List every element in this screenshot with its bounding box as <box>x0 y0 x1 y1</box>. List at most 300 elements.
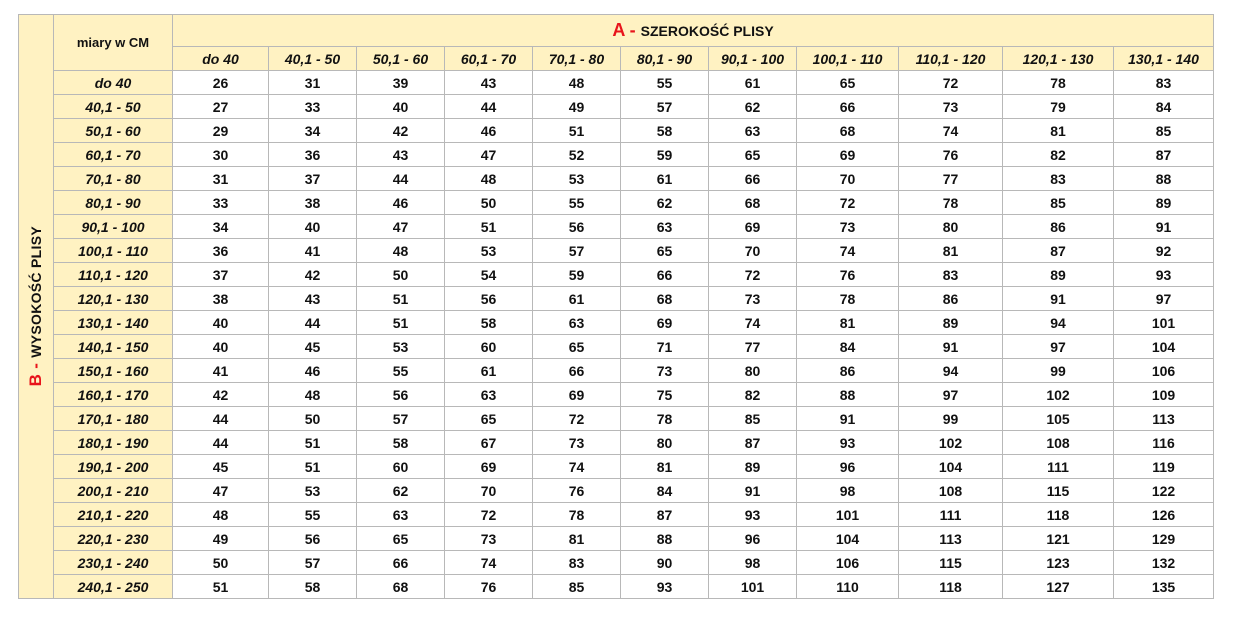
table-cell: 62 <box>621 191 709 215</box>
column-header: 120,1 - 130 <box>1003 47 1114 71</box>
table-cell: 93 <box>621 575 709 599</box>
table-cell: 70 <box>709 239 797 263</box>
table-cell: 85 <box>1003 191 1114 215</box>
table-cell: 84 <box>1114 95 1214 119</box>
table-cell: 59 <box>533 263 621 287</box>
table-cell: 58 <box>357 431 445 455</box>
table-cell: 70 <box>797 167 899 191</box>
table-cell: 58 <box>269 575 357 599</box>
table-row <box>19 143 1214 167</box>
column-header: 50,1 - 60 <box>357 47 445 71</box>
table-cell: 41 <box>173 359 269 383</box>
table-cell: 63 <box>621 215 709 239</box>
table-cell: 52 <box>533 143 621 167</box>
table-cell: 53 <box>269 479 357 503</box>
row-header: 190,1 - 200 <box>54 455 173 479</box>
table-cell: 56 <box>445 287 533 311</box>
table-cell: 93 <box>1114 263 1214 287</box>
corner-label <box>54 15 173 71</box>
table-cell: 63 <box>357 503 445 527</box>
width-axis-letter: A <box>612 20 625 40</box>
table-cell: 69 <box>621 311 709 335</box>
column-header-row <box>19 47 1214 71</box>
table-cell: 99 <box>1003 359 1114 383</box>
table-cell: 74 <box>533 455 621 479</box>
table-cell: 87 <box>621 503 709 527</box>
column-header: 80,1 - 90 <box>621 47 709 71</box>
table-cell: 81 <box>621 455 709 479</box>
table-cell: 66 <box>533 359 621 383</box>
table-cell: 62 <box>709 95 797 119</box>
table-cell: 122 <box>1114 479 1214 503</box>
table-cell: 65 <box>621 239 709 263</box>
table-cell: 44 <box>173 407 269 431</box>
table-cell: 78 <box>533 503 621 527</box>
table-cell: 74 <box>445 551 533 575</box>
header-row-title <box>19 15 1214 47</box>
table-cell: 45 <box>173 455 269 479</box>
table-cell: 81 <box>1003 119 1114 143</box>
height-axis-separator: - <box>26 358 45 375</box>
table-row <box>19 263 1214 287</box>
table-cell: 111 <box>1003 455 1114 479</box>
table-cell: 89 <box>1114 191 1214 215</box>
table-cell: 110 <box>797 575 899 599</box>
table-cell: 66 <box>357 551 445 575</box>
table-cell: 78 <box>797 287 899 311</box>
table-cell: 47 <box>357 215 445 239</box>
table-row <box>19 527 1214 551</box>
table-cell: 93 <box>709 503 797 527</box>
table-cell: 61 <box>533 287 621 311</box>
table-cell: 129 <box>1114 527 1214 551</box>
table-cell: 87 <box>709 431 797 455</box>
row-header: 40,1 - 50 <box>54 95 173 119</box>
row-header: 60,1 - 70 <box>54 143 173 167</box>
table-cell: 72 <box>533 407 621 431</box>
table-cell: 77 <box>709 335 797 359</box>
row-header: 70,1 - 80 <box>54 167 173 191</box>
table-cell: 93 <box>797 431 899 455</box>
table-cell: 85 <box>709 407 797 431</box>
table-row <box>19 191 1214 215</box>
table-cell: 30 <box>173 143 269 167</box>
table-row <box>19 551 1214 575</box>
table-cell: 118 <box>1003 503 1114 527</box>
table-cell: 72 <box>445 503 533 527</box>
table-cell: 43 <box>357 143 445 167</box>
table-cell: 69 <box>533 383 621 407</box>
table-cell: 69 <box>797 143 899 167</box>
table-cell: 94 <box>899 359 1003 383</box>
table-cell: 37 <box>269 167 357 191</box>
table-cell: 50 <box>357 263 445 287</box>
table-cell: 38 <box>269 191 357 215</box>
table-cell: 67 <box>445 431 533 455</box>
table-cell: 126 <box>1114 503 1214 527</box>
table-cell: 50 <box>173 551 269 575</box>
table-cell: 82 <box>709 383 797 407</box>
table-cell: 109 <box>1114 383 1214 407</box>
table-cell: 94 <box>1003 311 1114 335</box>
table-cell: 57 <box>621 95 709 119</box>
table-cell: 51 <box>445 215 533 239</box>
table-cell: 69 <box>709 215 797 239</box>
table-cell: 53 <box>357 335 445 359</box>
table-cell: 87 <box>1003 239 1114 263</box>
column-header: 70,1 - 80 <box>533 47 621 71</box>
table-cell: 55 <box>533 191 621 215</box>
row-header: 160,1 - 170 <box>54 383 173 407</box>
table-cell: 56 <box>357 383 445 407</box>
table-cell: 84 <box>621 479 709 503</box>
table-row <box>19 455 1214 479</box>
table-cell: 102 <box>1003 383 1114 407</box>
table-cell: 44 <box>173 431 269 455</box>
row-header: 170,1 - 180 <box>54 407 173 431</box>
row-header: 130,1 - 140 <box>54 311 173 335</box>
table-cell: 73 <box>621 359 709 383</box>
width-axis-label <box>173 15 1214 47</box>
table-cell: 48 <box>357 239 445 263</box>
table-cell: 91 <box>899 335 1003 359</box>
table-cell: 40 <box>173 311 269 335</box>
table-cell: 65 <box>357 527 445 551</box>
table-cell: 33 <box>269 95 357 119</box>
table-cell: 80 <box>621 431 709 455</box>
table-cell: 86 <box>1003 215 1114 239</box>
table-cell: 57 <box>533 239 621 263</box>
row-header: 100,1 - 110 <box>54 239 173 263</box>
table-cell: 76 <box>445 575 533 599</box>
table-cell: 71 <box>621 335 709 359</box>
width-axis-separator: - <box>624 20 641 40</box>
table-cell: 73 <box>797 215 899 239</box>
table-cell: 69 <box>445 455 533 479</box>
table-cell: 51 <box>173 575 269 599</box>
table-row <box>19 479 1214 503</box>
table-cell: 106 <box>1114 359 1214 383</box>
table-cell: 57 <box>357 407 445 431</box>
column-header: 100,1 - 110 <box>797 47 899 71</box>
table-cell: 63 <box>445 383 533 407</box>
table-cell: 41 <box>269 239 357 263</box>
table-cell: 44 <box>357 167 445 191</box>
table-cell: 91 <box>797 407 899 431</box>
table-cell: 99 <box>899 407 1003 431</box>
table-cell: 49 <box>173 527 269 551</box>
table-cell: 73 <box>709 287 797 311</box>
column-header: 60,1 - 70 <box>445 47 533 71</box>
table-cell: 76 <box>899 143 1003 167</box>
table-cell: 105 <box>1003 407 1114 431</box>
table-cell: 72 <box>797 191 899 215</box>
table-cell: 88 <box>1114 167 1214 191</box>
table-row <box>19 407 1214 431</box>
table-row <box>19 431 1214 455</box>
width-axis-title: SZEROKOŚĆ PLISY <box>640 23 774 39</box>
table-cell: 60 <box>445 335 533 359</box>
table-cell: 53 <box>445 239 533 263</box>
table-cell: 51 <box>269 431 357 455</box>
column-header: 40,1 - 50 <box>269 47 357 71</box>
height-axis-letter: B <box>26 374 45 387</box>
table-cell: 60 <box>357 455 445 479</box>
height-axis-title: WYSOKOŚĆ PLISY <box>28 226 44 359</box>
table-cell: 78 <box>1003 71 1114 95</box>
table-cell: 81 <box>797 311 899 335</box>
table-cell: 36 <box>269 143 357 167</box>
table-cell: 66 <box>797 95 899 119</box>
table-cell: 57 <box>269 551 357 575</box>
table-cell: 36 <box>173 239 269 263</box>
table-cell: 55 <box>269 503 357 527</box>
table-row <box>19 71 1214 95</box>
table-cell: 98 <box>709 551 797 575</box>
table-cell: 29 <box>173 119 269 143</box>
table-cell: 113 <box>899 527 1003 551</box>
table-cell: 40 <box>269 215 357 239</box>
table-row <box>19 239 1214 263</box>
table-cell: 79 <box>1003 95 1114 119</box>
table-cell: 85 <box>533 575 621 599</box>
table-cell: 56 <box>269 527 357 551</box>
table-cell: 39 <box>357 71 445 95</box>
table-cell: 58 <box>445 311 533 335</box>
table-cell: 76 <box>533 479 621 503</box>
table-cell: 75 <box>621 383 709 407</box>
table-cell: 54 <box>445 263 533 287</box>
table-cell: 84 <box>797 335 899 359</box>
table-cell: 98 <box>797 479 899 503</box>
table-cell: 91 <box>1003 287 1114 311</box>
table-cell: 104 <box>1114 335 1214 359</box>
table-cell: 80 <box>709 359 797 383</box>
row-header: do 40 <box>54 71 173 95</box>
table-cell: 89 <box>1003 263 1114 287</box>
corner-label-text: miary w CM <box>76 35 150 50</box>
table-cell: 90 <box>621 551 709 575</box>
row-header: 220,1 - 230 <box>54 527 173 551</box>
table-cell: 51 <box>533 119 621 143</box>
table-cell: 48 <box>533 71 621 95</box>
table-cell: 116 <box>1114 431 1214 455</box>
table-cell: 31 <box>269 71 357 95</box>
table-cell: 82 <box>1003 143 1114 167</box>
table-cell: 51 <box>269 455 357 479</box>
table-cell: 83 <box>899 263 1003 287</box>
table-cell: 96 <box>797 455 899 479</box>
row-header: 80,1 - 90 <box>54 191 173 215</box>
table-cell: 86 <box>797 359 899 383</box>
table-cell: 119 <box>1114 455 1214 479</box>
row-header: 140,1 - 150 <box>54 335 173 359</box>
table-cell: 74 <box>899 119 1003 143</box>
table-cell: 113 <box>1114 407 1214 431</box>
table-cell: 42 <box>173 383 269 407</box>
table-cell: 33 <box>173 191 269 215</box>
row-header: 120,1 - 130 <box>54 287 173 311</box>
table-cell: 31 <box>173 167 269 191</box>
table-cell: 83 <box>533 551 621 575</box>
table-cell: 73 <box>899 95 1003 119</box>
table-cell: 104 <box>797 527 899 551</box>
table-cell: 106 <box>797 551 899 575</box>
table-cell: 101 <box>797 503 899 527</box>
table-cell: 65 <box>533 335 621 359</box>
row-header: 210,1 - 220 <box>54 503 173 527</box>
table-cell: 72 <box>709 263 797 287</box>
table-cell: 51 <box>357 287 445 311</box>
row-header: 230,1 - 240 <box>54 551 173 575</box>
table-cell: 89 <box>899 311 1003 335</box>
table-cell: 47 <box>173 479 269 503</box>
table-cell: 92 <box>1114 239 1214 263</box>
row-header: 110,1 - 120 <box>54 263 173 287</box>
table-cell: 27 <box>173 95 269 119</box>
table-cell: 97 <box>899 383 1003 407</box>
table-cell: 62 <box>357 479 445 503</box>
table-cell: 85 <box>1114 119 1214 143</box>
table-row <box>19 119 1214 143</box>
table-cell: 46 <box>445 119 533 143</box>
table-cell: 102 <box>899 431 1003 455</box>
table-cell: 89 <box>709 455 797 479</box>
table-cell: 68 <box>709 191 797 215</box>
table-cell: 80 <box>899 215 1003 239</box>
table-cell: 108 <box>899 479 1003 503</box>
table-cell: 61 <box>621 167 709 191</box>
table-cell: 61 <box>709 71 797 95</box>
table-cell: 72 <box>899 71 1003 95</box>
row-header: 240,1 - 250 <box>54 575 173 599</box>
table-cell: 42 <box>357 119 445 143</box>
column-header: do 40 <box>173 47 269 71</box>
table-cell: 81 <box>533 527 621 551</box>
table-cell: 83 <box>1003 167 1114 191</box>
table-cell: 108 <box>1003 431 1114 455</box>
table-row <box>19 95 1214 119</box>
table-cell: 78 <box>621 407 709 431</box>
table-cell: 26 <box>173 71 269 95</box>
table-cell: 111 <box>899 503 1003 527</box>
table-cell: 44 <box>269 311 357 335</box>
table-cell: 121 <box>1003 527 1114 551</box>
table-cell: 65 <box>709 143 797 167</box>
table-cell: 47 <box>445 143 533 167</box>
table-cell: 70 <box>445 479 533 503</box>
row-header: 180,1 - 190 <box>54 431 173 455</box>
table-row <box>19 287 1214 311</box>
table-cell: 40 <box>173 335 269 359</box>
table-cell: 104 <box>899 455 1003 479</box>
table-cell: 48 <box>269 383 357 407</box>
row-header: 50,1 - 60 <box>54 119 173 143</box>
table-cell: 66 <box>709 167 797 191</box>
table-cell: 115 <box>899 551 1003 575</box>
table-cell: 101 <box>709 575 797 599</box>
table-cell: 51 <box>357 311 445 335</box>
table-cell: 91 <box>1114 215 1214 239</box>
column-header: 110,1 - 120 <box>899 47 1003 71</box>
table-cell: 68 <box>621 287 709 311</box>
table-cell: 97 <box>1003 335 1114 359</box>
table-cell: 56 <box>533 215 621 239</box>
table-cell: 61 <box>445 359 533 383</box>
table-cell: 65 <box>797 71 899 95</box>
table-cell: 74 <box>709 311 797 335</box>
table-cell: 43 <box>445 71 533 95</box>
table-cell: 86 <box>899 287 1003 311</box>
table-cell: 88 <box>621 527 709 551</box>
table-cell: 34 <box>173 215 269 239</box>
table-cell: 49 <box>533 95 621 119</box>
table-cell: 76 <box>797 263 899 287</box>
table-cell: 44 <box>445 95 533 119</box>
table-row <box>19 311 1214 335</box>
table-cell: 123 <box>1003 551 1114 575</box>
size-table <box>18 14 1214 599</box>
table-cell: 68 <box>797 119 899 143</box>
table-cell: 37 <box>173 263 269 287</box>
table-cell: 34 <box>269 119 357 143</box>
table-row <box>19 359 1214 383</box>
table-cell: 65 <box>445 407 533 431</box>
table-cell: 45 <box>269 335 357 359</box>
table-cell: 48 <box>173 503 269 527</box>
table-cell: 87 <box>1114 143 1214 167</box>
table-cell: 83 <box>1114 71 1214 95</box>
table-cell: 73 <box>445 527 533 551</box>
column-header: 130,1 - 140 <box>1114 47 1214 71</box>
table-cell: 132 <box>1114 551 1214 575</box>
size-price-table-container <box>18 14 1214 599</box>
table-cell: 127 <box>1003 575 1114 599</box>
table-cell: 50 <box>269 407 357 431</box>
table-cell: 135 <box>1114 575 1214 599</box>
table-cell: 81 <box>899 239 1003 263</box>
table-cell: 88 <box>797 383 899 407</box>
table-cell: 66 <box>621 263 709 287</box>
table-cell: 50 <box>445 191 533 215</box>
table-cell: 46 <box>357 191 445 215</box>
table-cell: 53 <box>533 167 621 191</box>
table-cell: 40 <box>357 95 445 119</box>
table-cell: 74 <box>797 239 899 263</box>
column-header: 90,1 - 100 <box>709 47 797 71</box>
table-cell: 78 <box>899 191 1003 215</box>
table-cell: 101 <box>1114 311 1214 335</box>
height-axis-label <box>19 15 54 599</box>
table-cell: 46 <box>269 359 357 383</box>
table-cell: 115 <box>1003 479 1114 503</box>
table-cell: 55 <box>621 71 709 95</box>
table-cell: 58 <box>621 119 709 143</box>
table-cell: 96 <box>709 527 797 551</box>
table-cell: 118 <box>899 575 1003 599</box>
table-cell: 97 <box>1114 287 1214 311</box>
row-header: 150,1 - 160 <box>54 359 173 383</box>
table-row <box>19 503 1214 527</box>
table-cell: 42 <box>269 263 357 287</box>
table-cell: 63 <box>709 119 797 143</box>
table-cell: 91 <box>709 479 797 503</box>
table-row <box>19 575 1214 599</box>
row-header: 90,1 - 100 <box>54 215 173 239</box>
table-cell: 68 <box>357 575 445 599</box>
table-row <box>19 335 1214 359</box>
table-cell: 77 <box>899 167 1003 191</box>
